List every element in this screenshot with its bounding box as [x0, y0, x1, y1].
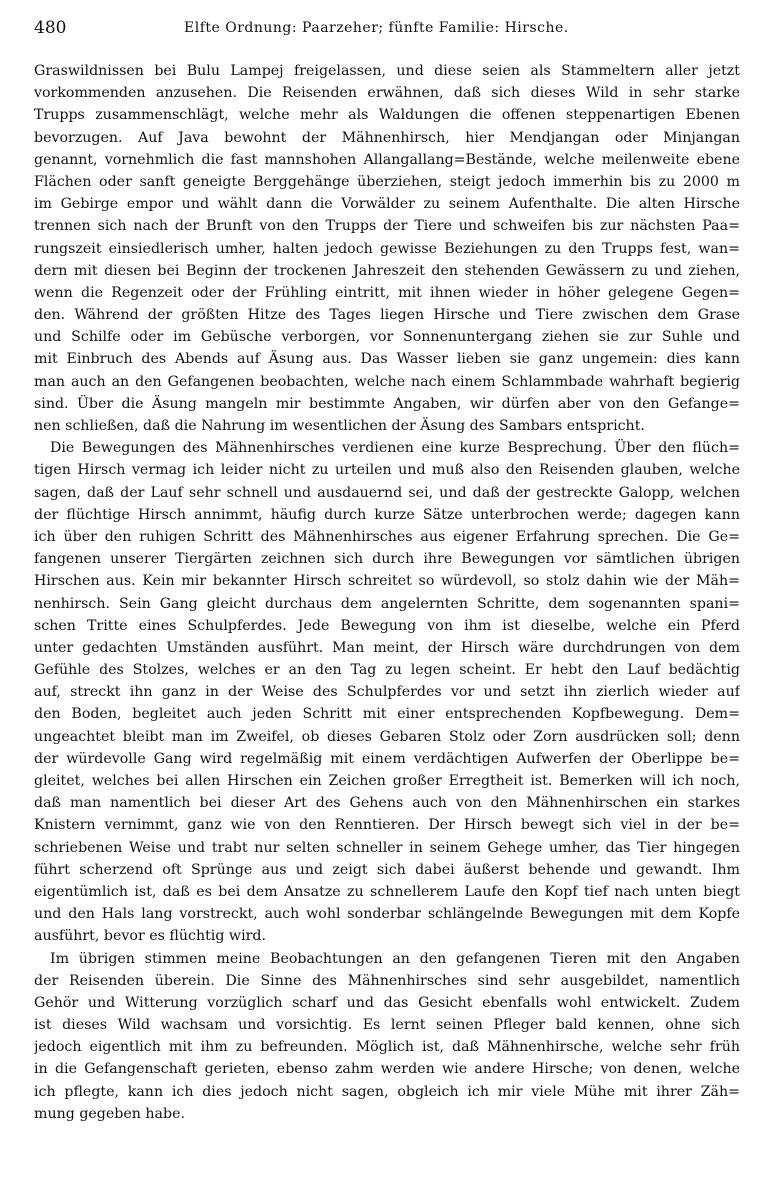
text-line: nenhirsch. Sein Gang gleicht durchaus dem angelernten Schritte, dem sogenannten spani=: [34, 595, 740, 612]
text-line: im Gebirge empor und wählt dann die Vorwälder zu seinem Aufenthalte. Die alten Hirsche: [34, 196, 740, 213]
page-number: 480: [34, 18, 67, 38]
text-line: fangenen unserer Tiergärten zeichnen sich durch ihre Bewegungen vor sämtlichen übrigen: [34, 551, 740, 568]
text-line: trennen sich nach der Brunft von den Trupps der Tiere und schweifen bis zur nächsten Paa=: [34, 218, 740, 235]
running-title: Elfte Ordnung: Paarzeher; fünfte Familie: Hirsche.: [184, 20, 569, 36]
body-text: [34, 60, 740, 1125]
text-line: vorkommenden anzusehen. Die Reisenden erwähnen, daß sich dieses Wild in sehr starke: [34, 85, 740, 102]
text-line: Graswildnissen bei Bulu Lampej freigelassen, und diese seien als Stammeltern aller jetzt: [34, 63, 740, 79]
text-line: mit Einbruch des Abends auf Äsung aus. Das Wasser lieben sie ganz ungemein: dies kann: [34, 351, 740, 368]
text-line: ich pflegte, kann ich dies jedoch nicht sagen, obgleich ich mir viele Mühe mit ihrer Zäh=: [34, 1083, 740, 1100]
text-line: in die Gefangenschaft gerieten, ebenso zahm werden wie andere Hirsche; von denen, welche: [34, 1061, 740, 1078]
text-line: nen schließen, daß die Nahrung im wesentlichen der Äsung des Sambars entspricht.: [34, 418, 645, 434]
text-line: Gefühle des Stolzes, welches er an den Tag zu legen scheint. Er hebt den Lauf bedächtig: [34, 662, 740, 679]
text-line: jedoch eigentlich mit ihm zu befreunden. Möglich ist, daß Mähnenhirsche, welche sehr früh: [34, 1039, 740, 1056]
text-line: bevorzugen. Auf Java bewohnt der Mähnenhirsch, hier Mendjangan oder Minjangan: [34, 129, 740, 146]
text-line: unter gedachten Umständen ausführt. Man meint, der Hirsch wäre durchdrungen von dem: [34, 639, 740, 656]
text-line: auf, streckt ihn ganz in der Weise des Schulpferdes vor und setzt ihn zierlich wieder auf: [34, 684, 740, 701]
text-line: schen Tritte eines Schulpferdes. Jede Bewegung von ihm ist dieselbe, welche ein Pferd: [34, 617, 740, 634]
text-line: gleitet, welches bei allen Hirschen ein Zeichen großer Erregtheit ist. Bemerken will ich noch,: [34, 773, 740, 789]
text-line: und den Hals lang vorstreckt, auch wohl sonderbar schlängelnde Bewegungen mit dem Kopfe: [34, 906, 740, 923]
text-line: Die Bewegungen des Mähnenhirsches verdienen eine kurze Besprechung. Über den flüch=: [50, 440, 740, 457]
text-line: Trupps zusammenschlägt, welche mehr als Waldungen die offenen steppenartigen Ebenen: [34, 107, 740, 124]
text-line: den. Während der größten Hitze des Tages liegen Hirsche und Tiere zwischen dem Grase: [34, 307, 740, 324]
paragraph: [34, 948, 740, 1126]
text-line: ungeachtet bleibt man im Zweifel, ob dieses Gebaren Stolz oder Zorn ausdrücken soll; denn: [34, 728, 740, 745]
text-line: genannt, vornehmlich die fast mannshohen Allangallang=Bestände, welche meilenweite ebene: [34, 151, 740, 168]
text-line: man auch an den Gefangenen beobachten, welche nach einem Schlammbade wahrhaft begierig: [34, 373, 740, 390]
text-line: ist dieses Wild wachsam und vorsichtig. Es lernt seinen Pfleger bald kennen, ohne sich: [34, 1017, 740, 1034]
text-line: der flüchtige Hirsch annimmt, häufig durch kurze Sätze unterbrochen werde; dagegen kann: [34, 506, 740, 523]
text-line: den Boden, begleitet auch jeden Schritt mit einer entsprechenden Kopfbewegung. Dem=: [34, 706, 740, 723]
text-line: Hirschen aus. Kein mir bekannter Hirsch schreitet so würdevoll, so stolz dahin wie der Mäh=: [34, 573, 740, 590]
text-line: sind. Über die Äsung mangeln mir bestimmte Angaben, wir dürfen aber von den Gefange=: [34, 395, 740, 412]
text-line: Flächen oder sanft geneigte Berggehänge überziehen, steigt jedoch immerhin bis zu 2000 m: [34, 173, 740, 190]
text-line: und Schilfe oder im Gebüsche verborgen, vor Sonnenuntergang ziehen sie zur Suhle und: [34, 329, 740, 346]
text-line: mung gegeben habe.: [34, 1105, 185, 1122]
text-line: Gehör und Witterung vorzüglich scharf und das Gesicht ebenfalls wohl entwickelt. Zudem: [34, 994, 740, 1011]
text-line: daß man namentlich bei dieser Art des Gehens auch von den Mähnenhirschen ein starkes: [34, 795, 740, 812]
paragraph: [34, 60, 740, 437]
text-line: ich über den ruhigen Schritt des Mähnenhirsches aus eigener Erfahrung sprechen. Die Ge=: [34, 528, 740, 545]
text-line: wenn die Regenzeit oder der Frühling eintritt, mit ihnen wieder in höher gelegene Gegen=: [34, 284, 740, 301]
text-line: der Reisenden überein. Die Sinne des Mähnenhirsches sind sehr ausgebildet, namentlich: [34, 972, 740, 989]
paragraph: [34, 437, 740, 947]
text-line: Im übrigen stimmen meine Beobachtungen an den gefangenen Tieren mit den Angaben: [50, 950, 740, 967]
text-line: rungszeit einsiedlerisch umher, halten jedoch gewisse Beziehungen zu den Trupps fest, wan=: [34, 240, 740, 257]
text-line: der würdevolle Gang wird regelmäßig mit einem verdächtigen Aufwerfen der Oberlippe be=: [34, 750, 740, 767]
text-line: schriebenen Weise und trabt nur selten schneller in seinem Gehege umher, das Tier hingegen: [34, 839, 740, 856]
text-line: dern mit diesen bei Beginn der trockenen Jahreszeit den stehenden Gewässern zu und ziehen,: [34, 262, 740, 279]
text-line: Knistern vernimmt, ganz wie von den Renntieren. Der Hirsch bewegt sich viel in der be=: [34, 817, 740, 834]
text-line: führt scherzend oft Sprünge aus und zeigt sich dabei äußerst behende und gewandt. Ihm: [34, 861, 740, 878]
text-line: tigen Hirsch vermag ich leider nicht zu urteilen und muß also den Reisenden glauben, welche: [34, 462, 740, 479]
text-line: sagen, daß der Lauf sehr schnell und ausdauernd sei, und daß der gestreckte Galopp, welchen: [34, 484, 740, 501]
page-header: [34, 18, 729, 46]
text-line: eigentümlich ist, daß es bei dem Ansatze zu schnellerem Laufe den Kopf tief nach unten biegt: [34, 883, 740, 900]
text-line: ausführt, bevor es flüchtig wird.: [34, 928, 266, 945]
